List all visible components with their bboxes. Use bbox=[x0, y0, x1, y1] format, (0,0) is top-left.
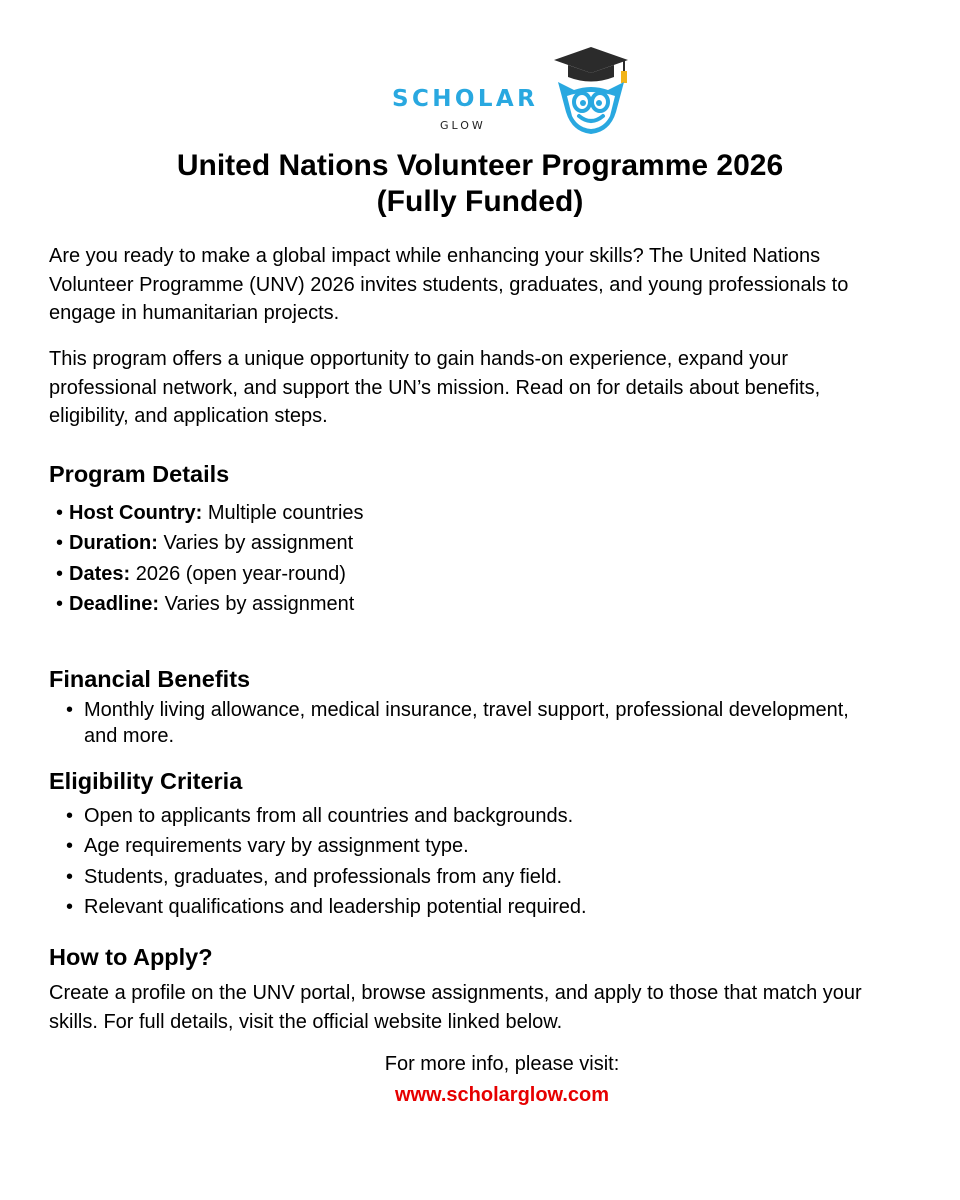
intro-p1-line: Volunteer Programme (UNV) 2026 invites students, graduates, and young professionals to bbox=[49, 273, 849, 296]
list-item-text: Open to applicants from all countries and backgrounds. bbox=[84, 805, 574, 827]
list-item bbox=[66, 893, 587, 923]
apply-line: Create a profile on the UNV portal, browse assignments, and apply to those that match your bbox=[49, 982, 862, 1004]
title-line-2: (Fully Funded) bbox=[376, 185, 584, 218]
page-title bbox=[0, 148, 960, 220]
detail-label: Deadline: bbox=[69, 592, 160, 615]
intro-p1-line: Are you ready to make a global impact while enhancing your skills? The United Nations bbox=[49, 245, 821, 267]
financial-benefits-list bbox=[66, 697, 849, 749]
bullet: • bbox=[66, 835, 74, 858]
list-item-text: Relevant qualifications and leadership potential required. bbox=[84, 895, 587, 918]
detail-label: Dates: bbox=[69, 562, 131, 585]
financial-benefits-heading: Financial Benefits bbox=[49, 666, 251, 692]
list-item bbox=[56, 560, 364, 590]
list-item-text: Students, graduates, and professionals from any field. bbox=[84, 865, 563, 888]
list-item-text: and more. bbox=[84, 725, 175, 747]
intro-paragraph-2 bbox=[49, 345, 919, 431]
website-link[interactable]: www.scholarglow.com bbox=[394, 1084, 610, 1106]
how-to-apply-heading: How to Apply? bbox=[49, 944, 213, 970]
detail-label: Duration: bbox=[69, 532, 158, 555]
list-item-text: Age requirements vary by assignment type. bbox=[84, 835, 469, 858]
list-item bbox=[56, 590, 364, 620]
detail-value: Varies by assignment bbox=[157, 532, 354, 555]
how-to-apply-text bbox=[49, 979, 919, 1036]
eligibility-heading: Eligibility Criteria bbox=[49, 768, 243, 794]
eligibility-list bbox=[66, 802, 587, 923]
detail-value: 2026 (open year-round) bbox=[130, 562, 346, 585]
apply-line: skills. For full details, visit the official website linked below. bbox=[49, 1010, 563, 1033]
bullet: • bbox=[66, 895, 74, 918]
bullet: • bbox=[66, 699, 74, 721]
logo-wordmark: SCHOLAR bbox=[392, 86, 539, 112]
intro-p2-line: This program offers a unique opportunity to gain hands-on experience, expand your bbox=[49, 348, 788, 370]
list-item bbox=[66, 863, 587, 893]
program-details-heading: Program Details bbox=[49, 461, 230, 487]
bullet: • bbox=[66, 805, 74, 827]
list-item-text: Monthly living allowance, medical insurance, travel support, professional development, bbox=[84, 699, 849, 721]
list-item bbox=[66, 802, 587, 832]
logo-subtitle: GLOW bbox=[440, 119, 486, 132]
bullet: • bbox=[56, 502, 64, 524]
bullet: • bbox=[56, 532, 64, 555]
list-item bbox=[56, 529, 364, 559]
detail-label: Host Country: bbox=[69, 502, 203, 524]
intro-p2-line: professional network, and support the UN’s mission. Read on for details about benefits, bbox=[49, 376, 821, 399]
owl-graduation-cap-icon bbox=[550, 44, 632, 140]
title-line-1: United Nations Volunteer Programme 2026 bbox=[176, 149, 784, 182]
list-item bbox=[66, 697, 849, 749]
intro-paragraph-1 bbox=[49, 242, 919, 328]
program-details-list bbox=[56, 499, 364, 620]
footer-info-text: For more info, please visit: bbox=[384, 1053, 620, 1075]
bullet: • bbox=[56, 562, 64, 585]
intro-p2-line: eligibility, and application steps. bbox=[49, 405, 328, 427]
bullet: • bbox=[66, 865, 74, 888]
list-item bbox=[66, 832, 587, 862]
scholar-glow-logo bbox=[390, 44, 640, 140]
detail-value: Multiple countries bbox=[202, 502, 364, 524]
detail-value: Varies by assignment bbox=[159, 592, 355, 615]
bullet: • bbox=[56, 592, 64, 615]
intro-p1-line: engage in humanitarian projects. bbox=[49, 302, 340, 324]
list-item bbox=[56, 499, 364, 529]
